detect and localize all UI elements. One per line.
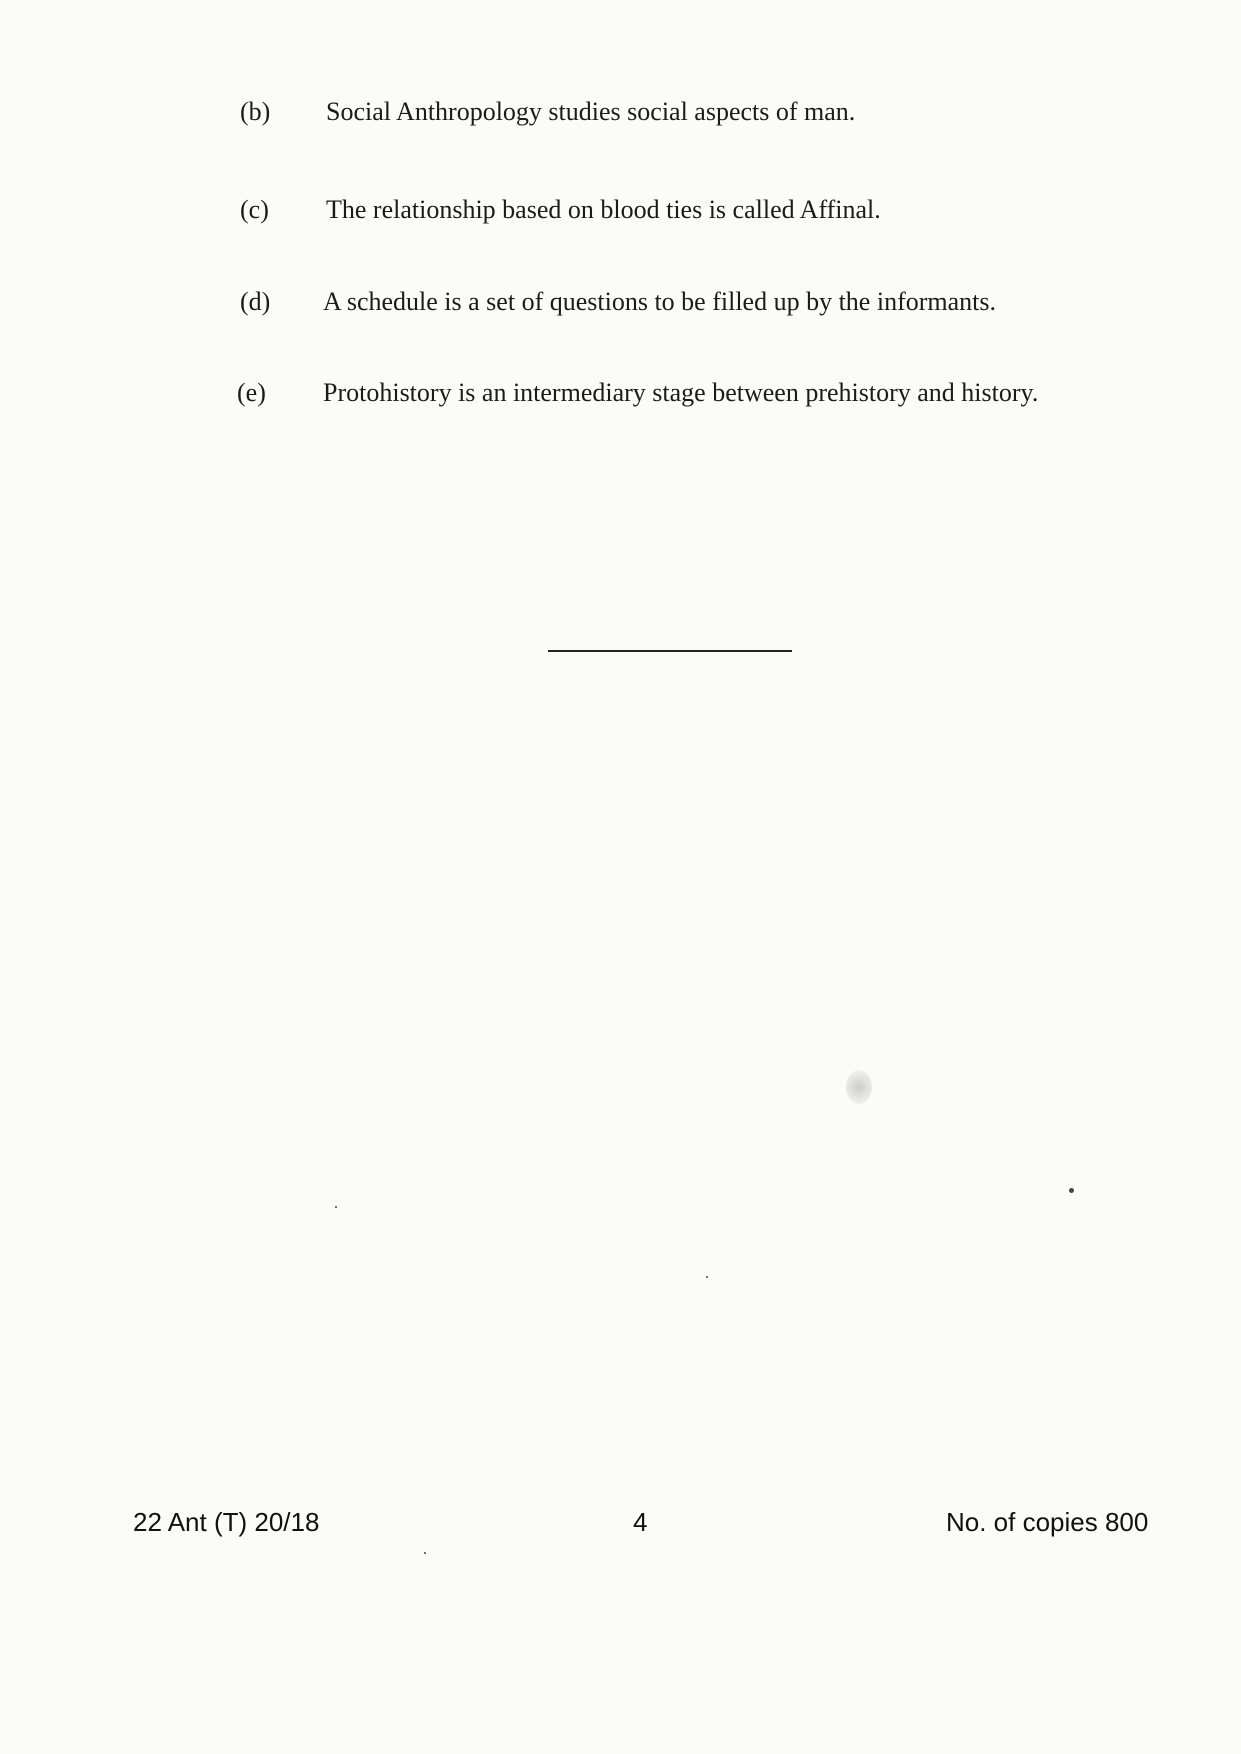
list-item: [0, 377, 1241, 427]
scan-smudge: [846, 1070, 872, 1104]
item-label: (d): [240, 287, 271, 316]
scan-speck: [335, 1206, 337, 1208]
item-label: (e): [237, 378, 266, 407]
item-text: The relationship based on blood ties is called Affinal.: [326, 195, 881, 224]
scan-speck: [424, 1552, 426, 1554]
list-item: [0, 96, 1241, 146]
copies-count: No. of copies 800: [946, 1507, 1149, 1537]
item-text: Protohistory is an intermediary stage between prehistory and history.: [323, 378, 1039, 407]
page-number: 4: [633, 1507, 648, 1537]
paper-code: 22 Ant (T) 20/18: [133, 1507, 320, 1537]
item-text: Social Anthropology studies social aspects of man.: [326, 97, 856, 126]
list-item: [0, 194, 1241, 244]
scan-speck: [706, 1276, 708, 1278]
scan-speck: [1069, 1188, 1074, 1193]
list-item: [0, 286, 1241, 336]
item-text: A schedule is a set of questions to be filled up by the informants.: [323, 287, 996, 316]
end-of-paper-rule: [548, 650, 792, 652]
item-label: (c): [240, 195, 269, 224]
item-label: (b): [240, 97, 271, 126]
